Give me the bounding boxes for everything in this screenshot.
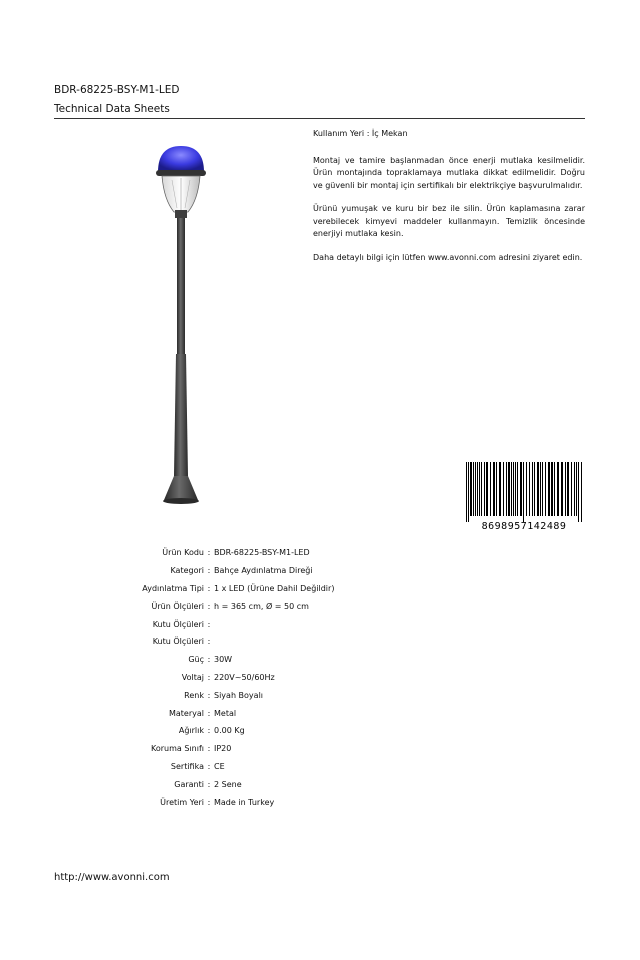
spec-separator: :: [207, 583, 211, 593]
barcode-bar: [493, 462, 495, 516]
barcode-bar: [520, 462, 522, 516]
cleaning-instructions: Ürünü yumuşak ve kuru bir bez ile silin. Ürün kaplamasına zarar verebilecek kimyevi maddeler kullanmayın. Temizlik öncesinde enerjiyi mutlaka kesin.: [313, 204, 585, 238]
barcode-bar: [466, 462, 467, 522]
barcode-bar: [532, 462, 533, 516]
barcode-bar: [479, 462, 480, 516]
barcode-bar: [557, 462, 559, 516]
barcode-number: 8698957142489: [481, 521, 567, 532]
spec-separator: :: [207, 690, 211, 700]
barcode-bar: [511, 462, 512, 516]
barcode-bar: [486, 462, 488, 516]
barcode-bar: [468, 462, 469, 522]
pole-base: [164, 476, 198, 500]
spec-separator: :: [207, 797, 211, 807]
spec-value: 30W: [214, 655, 233, 665]
barcode-bar: [523, 462, 524, 522]
barcode-bar: [567, 462, 569, 516]
barcode-bar: [499, 462, 501, 516]
spec-value: h = 365 cm, Ø = 50 cm: [214, 601, 309, 611]
barcode-bar: [506, 462, 507, 516]
website-link[interactable]: http://www.avonni.com: [54, 872, 170, 883]
spec-row: [100, 633, 514, 651]
spec-label: Ürün Ölçüleri: [151, 601, 204, 611]
spec-label: Güç: [188, 655, 204, 665]
barcode-bar: [548, 462, 550, 516]
lamp-cap: [158, 146, 204, 172]
barcode-bar: [481, 462, 482, 516]
spec-value: 220V~50/60Hz: [214, 672, 275, 682]
barcode-bar: [534, 462, 535, 516]
spec-separator: :: [207, 779, 211, 789]
spec-value: Siyah Boyalı: [214, 690, 264, 700]
document-subtitle: Technical Data Sheets: [54, 103, 170, 115]
spec-label: Voltaj: [181, 672, 204, 682]
lamp-rim: [156, 170, 206, 176]
barcode-bar: [561, 462, 563, 516]
spec-row: [100, 544, 514, 562]
barcode-bar: [503, 462, 504, 516]
spec-separator: :: [207, 726, 211, 736]
spec-label: Üretim Yeri: [160, 797, 204, 807]
spec-separator: :: [207, 548, 211, 558]
spec-row: [100, 793, 514, 811]
barcode-bar: [496, 462, 497, 516]
spec-row: [100, 758, 514, 776]
barcode-bar: [537, 462, 539, 516]
spec-label: Ürün Kodu: [162, 548, 204, 558]
barcode-bar: [578, 462, 579, 522]
spec-row: [100, 775, 514, 793]
website-note: Daha detaylı bilgi için lütfen www.avonni.com adresini ziyaret edin.: [313, 252, 583, 262]
spec-table: [100, 544, 514, 811]
spec-value: Metal: [214, 708, 237, 718]
barcode-bar: [542, 462, 543, 516]
spec-row: [100, 669, 514, 687]
barcode-bar: [470, 462, 472, 516]
spec-label: Aydınlatma Tipi: [142, 583, 204, 593]
barcode-bar: [545, 462, 546, 516]
spec-separator: :: [207, 619, 211, 629]
spec-value: CE: [214, 761, 225, 771]
spec-separator: :: [207, 708, 211, 718]
barcode-bar: [490, 462, 491, 516]
spec-value: IP20: [214, 744, 232, 754]
spec-value: Bahçe Aydınlatma Direği: [214, 566, 313, 576]
barcode-bar: [508, 462, 510, 516]
barcode-bar: [554, 462, 555, 516]
barcode-bar: [565, 462, 566, 516]
spec-row: [100, 615, 514, 633]
spec-label: Kutu Ölçüleri: [152, 619, 204, 629]
barcode-bar: [581, 462, 582, 522]
spec-row: [100, 704, 514, 722]
spec-row: [100, 722, 514, 740]
barcode-bar: [473, 462, 474, 516]
barcode-bar: [484, 462, 485, 516]
spec-label: Renk: [184, 690, 204, 700]
spec-label: Sertifika: [170, 761, 204, 771]
barcode-bar: [513, 462, 514, 516]
spec-value: 0.00 Kg: [214, 726, 245, 736]
barcode-bar: [574, 462, 575, 516]
spec-row: [100, 651, 514, 669]
spec-separator: :: [207, 744, 211, 754]
barcode-bar: [526, 462, 527, 516]
pole-lower: [174, 354, 188, 476]
usage-location: Kullanım Yeri : İç Mekan: [313, 129, 408, 138]
info-panel: [313, 128, 585, 275]
lamp-post-image: [150, 138, 212, 510]
spec-row: [100, 562, 514, 580]
barcode-bar: [515, 462, 516, 516]
barcode-bar: [475, 462, 476, 516]
spec-label: Ağırlık: [178, 726, 204, 736]
barcode-bar: [576, 462, 577, 516]
spec-row: [100, 740, 514, 758]
barcode-bar: [477, 462, 478, 516]
spec-value: BDR-68225-BSY-M1-LED: [214, 548, 310, 558]
spec-row: [100, 597, 514, 615]
barcode-bar: [529, 462, 530, 516]
spec-label: Garanti: [174, 779, 204, 789]
spec-separator: :: [207, 672, 211, 682]
barcode: [464, 462, 584, 532]
spec-value: Made in Turkey: [214, 797, 275, 807]
barcode-bar: [517, 462, 518, 516]
spec-row: [100, 686, 514, 704]
spec-label: Kutu Ölçüleri: [152, 637, 204, 647]
spec-row: [100, 580, 514, 598]
product-code-header: BDR-68225-BSY-M1-LED: [54, 84, 180, 96]
spec-label: Kategori: [170, 566, 204, 576]
spec-value: 2 Sene: [214, 779, 242, 789]
installation-warning: Montaj ve tamire başlanmadan önce enerji mutlaka kesilmelidir. Ürün montajında topraklamaya mutlaka dikkat edilmelidir. Doğru ve güvenli bir montaj için sertifikalı bir elektrikçiye başvurulmalıdır.: [313, 155, 585, 190]
spec-separator: :: [207, 637, 211, 647]
spec-separator: :: [207, 566, 211, 576]
spec-label: Materyal: [168, 708, 204, 718]
spec-label: Koruma Sınıfı: [151, 744, 204, 754]
header-divider: [54, 118, 585, 119]
barcode-bar: [571, 462, 572, 516]
spec-separator: :: [207, 655, 211, 665]
pole-upper: [177, 218, 185, 354]
spec-separator: :: [207, 601, 211, 611]
spec-separator: :: [207, 761, 211, 771]
barcode-bar: [540, 462, 541, 516]
barcode-bar: [551, 462, 553, 516]
spec-value: 1 x LED (Ürüne Dahil Değildir): [214, 583, 335, 593]
